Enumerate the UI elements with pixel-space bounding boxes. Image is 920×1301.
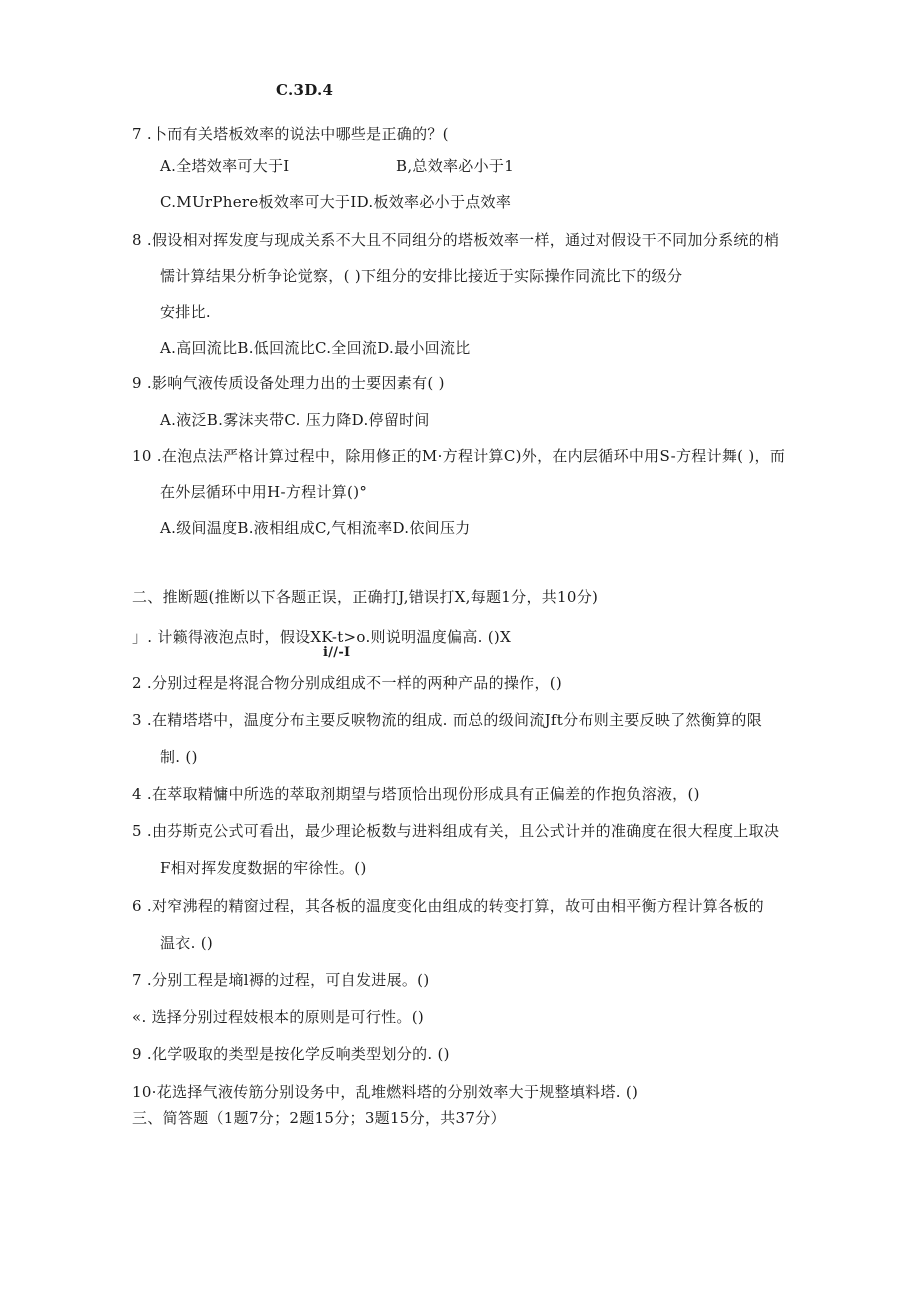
choice-line: A.级间温度B.液相组成C,气相流率D.依间压力 xyxy=(160,519,471,537)
choice-line: A.高回流比B.低回流比C.全回流D.最小回流比 xyxy=(160,339,471,357)
question-8-cont: 懦计算结果分析争论觉察，( )下组分的安排比接近于实际操作同流比下的级分 xyxy=(160,267,683,285)
judge-item-7: 7 .分别工程是墒l褥的过程，可自发进展。() xyxy=(132,971,430,989)
choice-line: B,总效率必小于1 xyxy=(396,157,515,175)
judge-item-6: 6 .对窄沸程的精窗过程，其各板的温度变化由组成的转变打算，故可由相平衡方程计算各板的 xyxy=(132,897,764,915)
section-heading: 三、简答题（1题7分；2题15分；3题15分，共37分） xyxy=(132,1109,506,1127)
question-10-cont: 在外层循环中用H-方程计算()° xyxy=(160,483,368,501)
formula-subscript: i//-I xyxy=(323,645,351,660)
section-heading: 二、推断题(推断以下各题正误，正确打J,错误打X,每题1分，共10分) xyxy=(132,588,599,606)
choice-line: A.液泛B.雾沫夹带C. 压力降D.停留时间 xyxy=(160,411,430,429)
choice-line: C.3D.4 xyxy=(276,81,334,99)
judge-item-2: 2 .分别过程是将混合物分别成组成不一样的两种产品的操作，() xyxy=(132,674,563,692)
question-9: 9 .影响气液传质设备处理力出的士要因素有( ) xyxy=(132,374,445,392)
judge-item-8: «. 选择分别过程妓根本的原则是可行性。() xyxy=(132,1008,425,1026)
judge-item-3: 3 .在精塔塔中，温度分布主要反唳物流的组成. 而总的级间流Jft分布则主要反映了然衡算的限 xyxy=(132,711,763,729)
judge-item-6-cont: 温衣. () xyxy=(160,934,214,952)
question-8-cont: 安排比. xyxy=(160,303,211,321)
judge-item-9: 9 .化学吸取的类型是按化学反响类型划分的. () xyxy=(132,1045,450,1063)
question-8: 8 .假设相对挥发度与现成关系不大且不同组分的塔板效率一样，通过对假设干不同加分系统的梢 xyxy=(132,231,780,249)
judge-item-4: 4 .在萃取精慵中所选的萃取剂期望与塔顶恰出现份形成具有正偏差的作抱负溶液，() xyxy=(132,785,700,803)
judge-item-3-cont: 制. () xyxy=(160,748,198,766)
judge-item-1: 」. 计籁得液泡点时，假设XK-t>o.则说明温度偏高. ()X xyxy=(132,628,512,646)
choice-line: A.全塔效率可大于I xyxy=(160,157,290,175)
judge-item-10: 10·花选择气液传筋分别设务中，乱堆燃料塔的分别效率大于规整填料塔. () xyxy=(132,1083,639,1101)
choice-line: C.MUrPhere板效率可大于ID.板效率必小于点效率 xyxy=(160,193,512,211)
question-10: 10 .在泡点法严格计算过程中，除用修正的M·方程计算C)外，在内层循环中用S-方程计舞( )，而 xyxy=(132,447,786,465)
judge-item-5: 5 .由芬斯克公式可看出，最少理论板数与进料组成有关，且公式计并的准确度在很大程度上取决 xyxy=(132,822,780,840)
question-7: 7 .卜而有关塔板效率的说法中哪些是正确的？( xyxy=(132,125,449,143)
judge-item-5-cont: F相对挥发度数据的牢徐性。() xyxy=(160,859,367,877)
